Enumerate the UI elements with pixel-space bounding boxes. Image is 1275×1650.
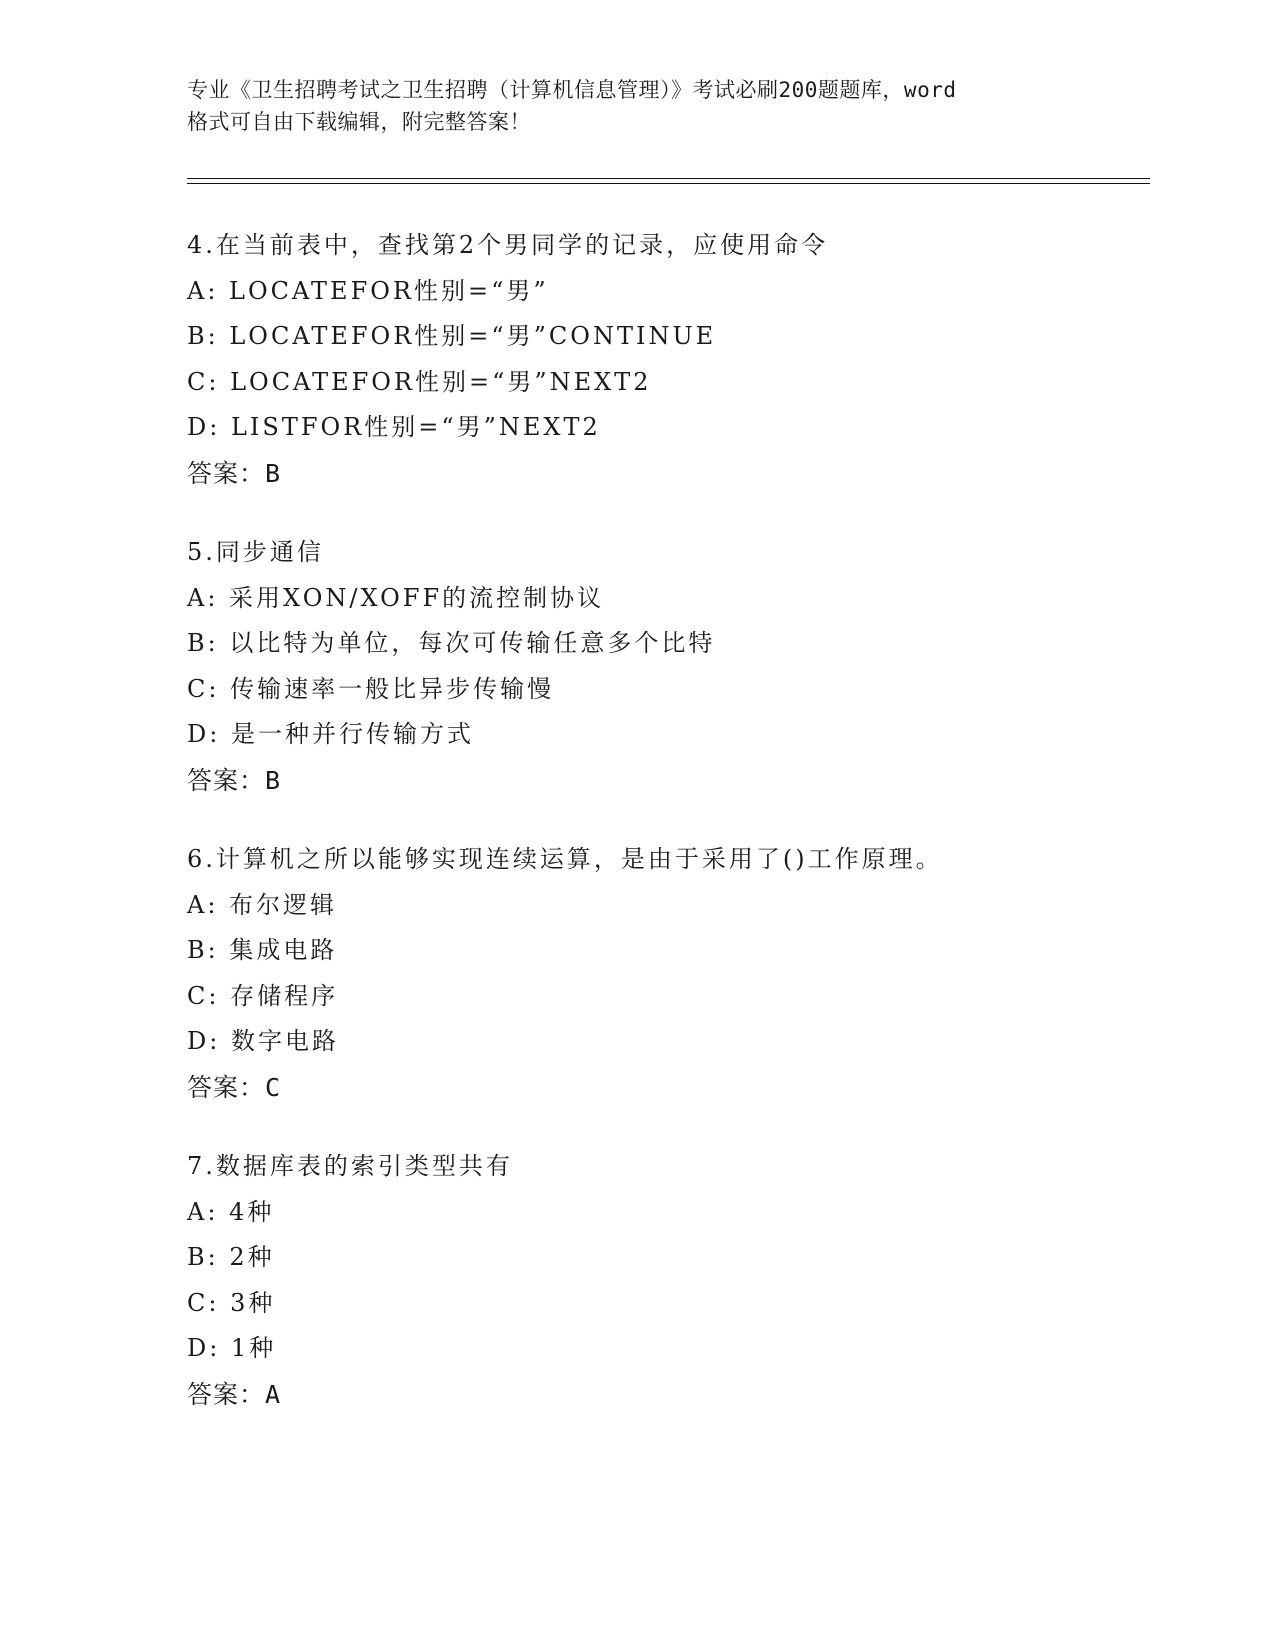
question-6 [187, 837, 1137, 1110]
option-d: D: LISTFOR性别=“男”NEXT2 [187, 413, 601, 441]
header-divider-top [187, 178, 1150, 179]
answer-value: B [265, 765, 282, 795]
option-c: C: 存储程序 [187, 981, 339, 1010]
answer-label: 答案： [187, 765, 266, 795]
question-title: 5.同步通信 [187, 538, 324, 566]
answer-value: A [265, 1379, 282, 1409]
header-line-1: 专业《卫生招聘考试之卫生招聘（计算机信息管理）》考试必刷200题题库，word [187, 78, 957, 102]
question-7 [187, 1144, 1137, 1417]
header-divider-bottom [187, 183, 1150, 184]
option-c: C: 3种 [187, 1288, 276, 1317]
option-c: C: 传输速率一般比异步传输慢 [187, 674, 555, 703]
answer-line [187, 1372, 1137, 1418]
question-title: 7.数据库表的索引类型共有 [187, 1152, 513, 1180]
question-title: 6.计算机之所以能够实现连续运算，是由于采用了()工作原理。 [187, 845, 943, 873]
option-a: A: 采用XON/XOFF的流控制协议 [187, 583, 605, 612]
option-a: A: 布尔逻辑 [187, 890, 338, 919]
answer-label: 答案： [187, 1379, 266, 1409]
option-b: B: 2种 [187, 1243, 275, 1271]
option-b: B: LOCATEFOR性别=“男”CONTINUE [187, 322, 717, 350]
question-title: 4.在当前表中，查找第2个男同学的记录，应使用命令 [187, 231, 829, 259]
answer-label: 答案： [187, 458, 266, 488]
question-5 [187, 530, 1137, 803]
answer-line [187, 1065, 1137, 1111]
header-line-2: 格式可自由下载编辑，附完整答案！ [187, 110, 531, 134]
answer-line [187, 451, 1137, 497]
answer-label: 答案： [187, 1072, 266, 1102]
option-c: C: LOCATEFOR性别=“男”NEXT2 [187, 367, 652, 396]
option-b: B: 集成电路 [187, 936, 338, 964]
option-d: D: 是一种并行传输方式 [187, 720, 474, 748]
answer-value: B [265, 458, 282, 488]
option-a: A: LOCATEFOR性别=“男” [187, 276, 549, 305]
question-4 [187, 223, 1137, 496]
option-d: D: 1种 [187, 1334, 277, 1362]
answer-line [187, 758, 1137, 804]
option-b: B: 以比特为单位，每次可传输任意多个比特 [187, 629, 716, 657]
option-d: D: 数字电路 [187, 1027, 339, 1055]
document-header [187, 74, 1087, 138]
answer-value: C [265, 1072, 282, 1102]
option-a: A: 4种 [187, 1197, 275, 1226]
